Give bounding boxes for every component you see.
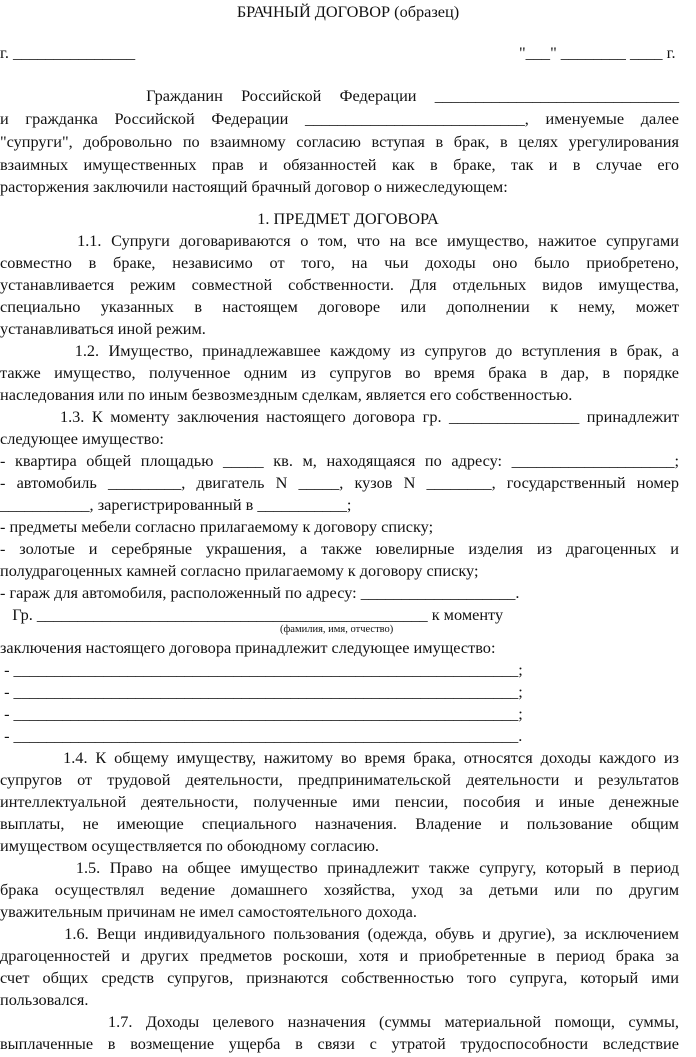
owner-caption: (фамилия, имя, отчество) <box>280 624 394 635</box>
body-line: 1.4. К общему имуществу, нажитому во время брака, относятся доходы каждого из <box>0 748 679 767</box>
body-line: 1.6. Вещи индивидуального пользования (одежда, обувь и другие), за исключением <box>0 924 679 943</box>
intro-line: и гражданка Российской Федерации ___________________________, именуемые далее <box>0 109 679 128</box>
blank-item: - ______________________________________________________________; <box>0 682 523 701</box>
body-line: выплаты, не имеющие специального назначения. Владение и пользование общим <box>0 814 679 833</box>
body-line: полудрагоценных камней согласно прилагаемому к договору списку; <box>0 561 479 580</box>
body-line: совместно в браке, независимо от того, на чьи доходы оно было приобретено, <box>0 253 679 272</box>
body-line: имуществом осуществляется по обоюдному согласию. <box>0 836 379 855</box>
intro-line: "супруги", добровольно по взаимному согласию вступая в брак, в целях урегулирования <box>0 132 679 151</box>
body-line: специально указанных в настоящем договоре или дополнении к нему, может <box>0 297 679 316</box>
body-line: уважительным причинам не имел самостоятельного дохода. <box>0 902 417 921</box>
body-line: также имущество, полученное одним из супругов во время брака в дар, в порядке <box>0 363 679 382</box>
body-line: ___________, зарегистрированный в ___________; <box>0 495 352 514</box>
body-line: 1.3. К моменту заключения настоящего договора гр. ________________ принадлежит <box>0 407 679 426</box>
body-line: выплаченные в возмещение ущерба в связи с утратой трудоспособности вследствие <box>0 1034 679 1053</box>
owner-line: Гр. ________________________________________________ к моменту <box>0 605 504 624</box>
body-line: супругов от трудовой деятельности, предпринимательской деятельности и результатов <box>0 770 679 789</box>
body-line: устанавливается режим совместной собственности. Для отдельных видов имущества, <box>0 275 679 294</box>
body-line: заключения настоящего договора принадлежит следующее имущество: <box>0 638 496 657</box>
body-line: - квартира общей площадью _____ кв. м, находящаяся по адресу: ____________________; <box>0 451 679 470</box>
body-line: 1.2. Имущество, принадлежавшее каждому из супругов до вступления в брак, а <box>0 341 679 360</box>
intro-line: взаимных имущественных прав и обязанностей как в браке, так и в случае его <box>0 155 679 174</box>
body-line: - золотые и серебряные украшения, а также ювелирные изделия из драгоценных и <box>0 539 679 558</box>
body-line: устанавливаться иной режим. <box>0 319 206 338</box>
body-line: драгоценностей и других предметов роскоши, хотя и приобретенные в период брака за <box>0 946 679 965</box>
section-title: 1. ПРЕДМЕТ ДОГОВОРА <box>257 209 439 228</box>
body-line: следующее имущество: <box>0 429 164 448</box>
body-line: - предметы мебели согласно прилагаемому к договору списку; <box>0 517 434 536</box>
body-line: - автомобиль _________, двигатель N _____, кузов N ________, государственный номер <box>0 473 679 492</box>
blank-item: - ______________________________________________________________. <box>0 726 523 745</box>
body-line: 1.1. Супруги договариваются о том, что на все имущество, нажитое супругами <box>0 231 679 250</box>
body-line: 1.7. Доходы целевого назначения (суммы материальной помощи, суммы, <box>0 1012 679 1031</box>
body-line: пользовался. <box>0 990 89 1009</box>
blank-item: - ______________________________________________________________; <box>0 660 523 679</box>
body-line: - гараж для автомобиля, расположенный по адресу: ___________________. <box>0 583 520 602</box>
body-line: наследования или по иным безвозмездным сделкам, является его собственностью. <box>0 385 573 404</box>
body-line: 1.5. Право на общее имущество принадлежит также супругу, который в период <box>0 858 679 877</box>
body-line: брака осуществлял ведение домашнего хозяйства, уход за детьми или по другим <box>0 880 679 899</box>
date-line: "___" ________ ____ г. <box>519 43 676 62</box>
body-line: счет общих средств супругов, признаются собственностью того супруга, который ими <box>0 968 679 987</box>
body-line: интеллектуальной деятельности, полученные ими пенсии, пособия и иные денежные <box>0 792 679 811</box>
intro-line: Гражданин Российской Федерации ______________________________ <box>0 86 679 105</box>
place-line: г. _______________ <box>0 43 136 62</box>
document-title: БРАЧНЫЙ ДОГОВОР (образец) <box>236 2 460 21</box>
intro-line: расторжения заключили настоящий брачный договор о нижеследующем: <box>0 177 508 196</box>
blank-item: - ______________________________________________________________; <box>0 704 523 723</box>
